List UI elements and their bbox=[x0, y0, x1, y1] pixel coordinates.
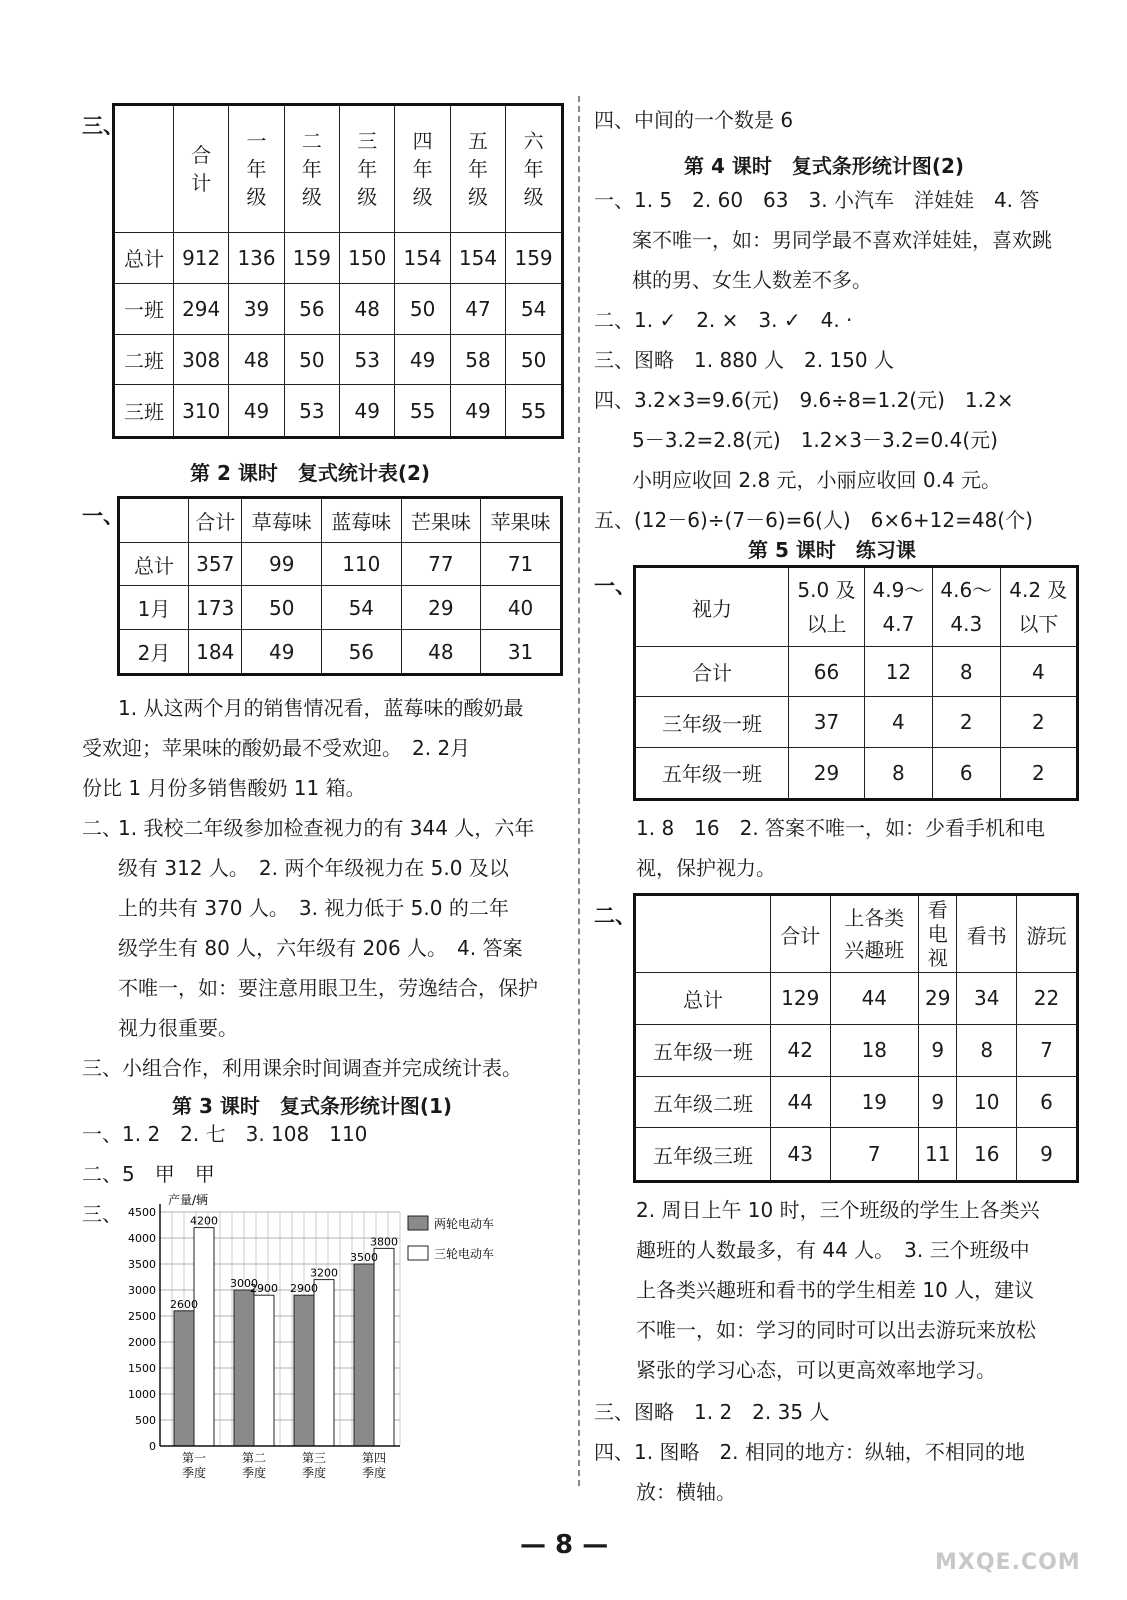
page-number: — 8 — bbox=[520, 1530, 609, 1560]
table-cell: 8 bbox=[932, 647, 1000, 697]
table-cell: 136 bbox=[229, 233, 284, 284]
table-cell: 29 bbox=[919, 973, 957, 1025]
table-cell: 912 bbox=[174, 233, 229, 284]
table-cell: 8 bbox=[957, 1024, 1017, 1076]
table-cell: 56 bbox=[284, 283, 339, 334]
table-cell: 4 bbox=[1000, 647, 1077, 697]
section-label: 一、 bbox=[594, 574, 636, 598]
watermark: MXQE.COM bbox=[935, 1550, 1081, 1575]
table-cell: 8 bbox=[865, 747, 933, 799]
answer-line: 五、(12－6)÷(7－6)=6(人) 6×6+12=48(个) bbox=[594, 508, 1033, 532]
answer-line: 份比 1 月份多销售酸奶 11 箱。 bbox=[82, 776, 366, 800]
table-cell: 29 bbox=[401, 586, 481, 630]
table-cell: 6 bbox=[932, 747, 1000, 799]
table-cell: 10 bbox=[957, 1076, 1017, 1128]
answer-line: 三、小组合作，利用课余时间调查并完成统计表。 bbox=[82, 1056, 522, 1080]
section-label: 一、 bbox=[82, 504, 124, 528]
row-header: 总计 bbox=[114, 233, 174, 284]
table-cell: 49 bbox=[242, 630, 322, 675]
y-tick-label: 4500 bbox=[128, 1206, 156, 1219]
bar-chart bbox=[110, 1190, 550, 1500]
header-cell: 合 计 bbox=[174, 105, 229, 233]
table-cell: 18 bbox=[830, 1024, 919, 1076]
table-row bbox=[114, 385, 563, 438]
table-cell: 22 bbox=[1016, 973, 1077, 1025]
answer-line: 紧张的学习心态，可以更高效率地学习。 bbox=[636, 1358, 996, 1382]
answer-line: 二、5 甲 甲 bbox=[82, 1162, 215, 1186]
table-cell: 7 bbox=[830, 1128, 919, 1182]
header-cell: 合计 bbox=[189, 498, 242, 543]
answer-line: 不唯一，如：要注意用眼卫生，劳逸结合，保护 bbox=[118, 976, 538, 1000]
answer-line: 一、1. 5 2. 60 63 3. 小汽车 洋娃娃 4. 答 bbox=[594, 188, 1040, 212]
table-cell: 173 bbox=[189, 586, 242, 630]
header-cell: 一 年 级 bbox=[229, 105, 284, 233]
table-cell: 42 bbox=[771, 1024, 831, 1076]
answer-line: 案不唯一，如：男同学最不喜欢洋娃娃，喜欢跳 bbox=[632, 228, 1052, 252]
bar bbox=[294, 1295, 314, 1446]
table-cell: 49 bbox=[450, 385, 505, 438]
bar-value-label: 4200 bbox=[190, 1214, 218, 1228]
table-cell: 50 bbox=[242, 586, 322, 630]
table-cell: 99 bbox=[242, 542, 322, 586]
row-header: 五年级二班 bbox=[635, 1076, 771, 1128]
y-tick-label: 3500 bbox=[128, 1258, 156, 1271]
answer-line: 二、1. ✓ 2. × 3. ✓ 4. · bbox=[594, 308, 853, 332]
table-row bbox=[119, 542, 562, 586]
header-cell: 4.9～ 4.7 bbox=[865, 567, 933, 647]
x-tick-label: 第一 bbox=[181, 1451, 207, 1465]
column-divider bbox=[578, 96, 580, 1486]
table-cell: 7 bbox=[1016, 1024, 1077, 1076]
weekend-activity-table bbox=[633, 893, 1079, 1183]
table-cell: 294 bbox=[174, 283, 229, 334]
table-cell: 50 bbox=[395, 283, 450, 334]
header-cell: 芒果味 bbox=[401, 498, 481, 543]
table-cell: 150 bbox=[340, 233, 395, 284]
table-row bbox=[635, 973, 1078, 1025]
answer-line: 上的共有 370 人。 3. 视力低于 5.0 的二年 bbox=[118, 896, 509, 920]
row-header: 五年级一班 bbox=[635, 747, 789, 799]
table-cell: 55 bbox=[395, 385, 450, 438]
table-row bbox=[119, 586, 562, 630]
lesson-heading: 第 3 课时 复式条形统计图(1) bbox=[172, 1094, 453, 1118]
table-row bbox=[635, 647, 1078, 697]
y-tick-label: 2000 bbox=[128, 1336, 156, 1349]
legend-swatch-1 bbox=[408, 1216, 428, 1230]
table-row bbox=[635, 747, 1078, 799]
y-tick-label: 3000 bbox=[128, 1284, 156, 1297]
table-cell: 129 bbox=[771, 973, 831, 1025]
vision-table bbox=[633, 565, 1079, 801]
legend-swatch-2 bbox=[408, 1246, 428, 1260]
table-cell: 154 bbox=[450, 233, 505, 284]
answer-line: 级学生有 80 人，六年级有 206 人。 4. 答案 bbox=[118, 936, 523, 960]
table-cell: 48 bbox=[229, 334, 284, 385]
bar-value-label: 2600 bbox=[170, 1297, 198, 1311]
table-cell: 310 bbox=[174, 385, 229, 438]
table-cell: 47 bbox=[450, 283, 505, 334]
answer-line: 2. 周日上午 10 时，三个班级的学生上各类兴 bbox=[636, 1198, 1040, 1222]
row-header: 2月 bbox=[119, 630, 189, 675]
header-cell: 二 年 级 bbox=[284, 105, 339, 233]
answer-line: 5－3.2=2.8(元) 1.2×3－3.2=0.4(元) bbox=[632, 428, 998, 452]
header-cell: 四 年 级 bbox=[395, 105, 450, 233]
table-cell: 308 bbox=[174, 334, 229, 385]
table-cell: 66 bbox=[789, 647, 865, 697]
table-cell: 56 bbox=[322, 630, 402, 675]
table-cell: 44 bbox=[771, 1076, 831, 1128]
y-tick-label: 500 bbox=[135, 1414, 156, 1427]
table-cell: 110 bbox=[322, 542, 402, 586]
y-tick-label: 1500 bbox=[128, 1362, 156, 1375]
row-header: 合计 bbox=[635, 647, 789, 697]
yogurt-sales-table bbox=[117, 496, 563, 676]
table-cell: 77 bbox=[401, 542, 481, 586]
table-cell: 50 bbox=[284, 334, 339, 385]
bar bbox=[314, 1280, 334, 1446]
table-cell: 12 bbox=[865, 647, 933, 697]
header-cell: 4.6～ 4.3 bbox=[932, 567, 1000, 647]
table-row bbox=[635, 1024, 1078, 1076]
answer-line: 上各类兴趣班和看书的学生相差 10 人，建议 bbox=[636, 1278, 1035, 1302]
answer-line: 趣班的人数最多，有 44 人。 3. 三个班级中 bbox=[636, 1238, 1030, 1262]
bar bbox=[374, 1248, 394, 1446]
y-tick-label: 2500 bbox=[128, 1310, 156, 1323]
x-tick-label: 季度 bbox=[361, 1466, 387, 1480]
bar-value-label: 2900 bbox=[250, 1282, 278, 1296]
bar-value-label: 3800 bbox=[370, 1235, 398, 1249]
table-cell: 6 bbox=[1016, 1076, 1077, 1128]
lesson-heading: 第 4 课时 复式条形统计图(2) bbox=[684, 154, 965, 178]
table-row bbox=[114, 334, 563, 385]
legend-label-1: 两轮电动车 bbox=[434, 1217, 495, 1231]
row-header: 二班 bbox=[114, 334, 174, 385]
x-tick-label: 季度 bbox=[181, 1466, 207, 1480]
table-row bbox=[114, 233, 563, 284]
bar bbox=[254, 1295, 274, 1446]
table-cell: 4 bbox=[865, 697, 933, 747]
table-cell: 11 bbox=[919, 1128, 957, 1182]
header-cell: 五 年 级 bbox=[450, 105, 505, 233]
table-cell: 53 bbox=[284, 385, 339, 438]
answer-line: 1. 8 16 2. 答案不唯一，如：少看手机和电 bbox=[636, 816, 1046, 840]
table-cell: 9 bbox=[919, 1076, 957, 1128]
x-tick-label: 第二 bbox=[241, 1451, 267, 1465]
header-cell: 看 电 视 bbox=[919, 895, 957, 973]
table-cell: 71 bbox=[481, 542, 562, 586]
grade-stats-table bbox=[112, 103, 564, 439]
table-cell: 9 bbox=[919, 1024, 957, 1076]
bar-value-label: 3200 bbox=[310, 1266, 338, 1280]
answer-line: 视，保护视力。 bbox=[636, 856, 776, 880]
row-header: 五年级三班 bbox=[635, 1128, 771, 1182]
x-tick-label: 第四 bbox=[361, 1451, 387, 1465]
table-cell: 49 bbox=[395, 334, 450, 385]
answer-line: 不唯一，如：学习的同时可以出去游玩来放松 bbox=[636, 1318, 1036, 1342]
table-cell: 50 bbox=[506, 334, 563, 385]
row-header: 总计 bbox=[119, 542, 189, 586]
lesson-heading: 第 5 课时 练习课 bbox=[748, 538, 916, 562]
answer-line: 四、中间的一个数是 6 bbox=[594, 108, 794, 132]
legend bbox=[408, 1216, 494, 1261]
section-label: 三、 bbox=[82, 114, 124, 138]
answer-line: 四、3.2×3=9.6(元) 9.6÷8=1.2(元) 1.2× bbox=[594, 388, 1014, 412]
table-row bbox=[119, 630, 562, 675]
bar bbox=[194, 1228, 214, 1446]
header-cell: 游玩 bbox=[1016, 895, 1077, 973]
table-cell: 54 bbox=[322, 586, 402, 630]
table-cell: 159 bbox=[506, 233, 563, 284]
table-cell: 2 bbox=[1000, 747, 1077, 799]
table-cell: 54 bbox=[506, 283, 563, 334]
answer-line: 1. 我校二年级参加检查视力的有 344 人，六年 bbox=[118, 816, 535, 840]
header-cell: 草莓味 bbox=[242, 498, 322, 543]
section-label: 二、 bbox=[82, 816, 122, 840]
answer-line: 三、 bbox=[82, 1202, 122, 1226]
answer-line: 三、图略 1. 880 人 2. 150 人 bbox=[594, 348, 894, 372]
row-header: 三班 bbox=[114, 385, 174, 438]
table-cell: 37 bbox=[789, 697, 865, 747]
table-cell: 31 bbox=[481, 630, 562, 675]
y-tick-label: 0 bbox=[149, 1440, 156, 1453]
y-tick-label: 4000 bbox=[128, 1232, 156, 1245]
bar-value-label: 3000 bbox=[230, 1277, 258, 1290]
y-tick-label: 1000 bbox=[128, 1388, 156, 1401]
table-cell: 49 bbox=[340, 385, 395, 438]
row-header: 五年级一班 bbox=[635, 1024, 771, 1076]
row-header: 三年级一班 bbox=[635, 697, 789, 747]
answer-line: 视力很重要。 bbox=[118, 1016, 238, 1040]
table-cell: 16 bbox=[957, 1128, 1017, 1182]
corner-cell bbox=[114, 105, 174, 233]
header-cell: 上各类 兴趣班 bbox=[830, 895, 919, 973]
table-row bbox=[635, 1076, 1078, 1128]
x-tick-label: 季度 bbox=[301, 1466, 327, 1480]
table-cell: 55 bbox=[506, 385, 563, 438]
bar bbox=[234, 1290, 254, 1446]
header-cell: 合计 bbox=[771, 895, 831, 973]
section-label: 二、 bbox=[594, 904, 636, 928]
header-cell: 苹果味 bbox=[481, 498, 562, 543]
table-cell: 40 bbox=[481, 586, 562, 630]
table-cell: 2 bbox=[932, 697, 1000, 747]
answer-line: 级有 312 人。 2. 两个年级视力在 5.0 及以 bbox=[118, 856, 509, 880]
header-cell: 蓝莓味 bbox=[322, 498, 402, 543]
bar bbox=[174, 1311, 194, 1446]
answer-line: 棋的男、女生人数差不多。 bbox=[632, 268, 872, 292]
table-cell: 357 bbox=[189, 542, 242, 586]
table-cell: 48 bbox=[401, 630, 481, 675]
table-cell: 159 bbox=[284, 233, 339, 284]
header-cell: 视力 bbox=[635, 567, 789, 647]
row-header: 1月 bbox=[119, 586, 189, 630]
table-cell: 44 bbox=[830, 973, 919, 1025]
row-header: 总计 bbox=[635, 973, 771, 1025]
bar bbox=[354, 1264, 374, 1446]
table-row bbox=[114, 283, 563, 334]
header-cell: 5.0 及 以上 bbox=[789, 567, 865, 647]
corner-cell bbox=[635, 895, 771, 973]
table-cell: 19 bbox=[830, 1076, 919, 1128]
header-cell: 看书 bbox=[957, 895, 1017, 973]
table-cell: 43 bbox=[771, 1128, 831, 1182]
table-cell: 2 bbox=[1000, 697, 1077, 747]
table-cell: 34 bbox=[957, 973, 1017, 1025]
table-cell: 48 bbox=[340, 283, 395, 334]
legend-label-2: 三轮电动车 bbox=[434, 1247, 495, 1261]
table-row bbox=[635, 1128, 1078, 1182]
x-tick-label: 季度 bbox=[241, 1466, 267, 1480]
answer-line: 放：横轴。 bbox=[636, 1480, 736, 1504]
table-cell: 58 bbox=[450, 334, 505, 385]
answer-line: 受欢迎；苹果味的酸奶最不受欢迎。 2. 2月 bbox=[82, 736, 471, 760]
table-cell: 9 bbox=[1016, 1128, 1077, 1182]
header-cell: 三 年 级 bbox=[340, 105, 395, 233]
table-cell: 29 bbox=[789, 747, 865, 799]
table-cell: 154 bbox=[395, 233, 450, 284]
bar-value-label: 3500 bbox=[350, 1251, 378, 1264]
y-axis-label: 产量/辆 bbox=[168, 1193, 209, 1207]
answer-line: 三、图略 1. 2 2. 35 人 bbox=[594, 1400, 830, 1424]
table-cell: 49 bbox=[229, 385, 284, 438]
answer-line: 小明应收回 2.8 元，小丽应收回 0.4 元。 bbox=[632, 468, 1002, 492]
corner-cell bbox=[119, 498, 189, 543]
answer-line: 四、1. 图略 2. 相同的地方：纵轴，不相同的地 bbox=[594, 1440, 1025, 1464]
table-cell: 39 bbox=[229, 283, 284, 334]
lesson-heading: 第 2 课时 复式统计表(2) bbox=[190, 461, 431, 485]
table-cell: 53 bbox=[340, 334, 395, 385]
header-cell: 4.2 及 以下 bbox=[1000, 567, 1077, 647]
answer-line: 1. 从这两个月的销售情况看，蓝莓味的酸奶最 bbox=[118, 696, 524, 720]
x-tick-label: 第三 bbox=[301, 1451, 327, 1465]
header-cell: 六 年 级 bbox=[506, 105, 563, 233]
table-row bbox=[635, 697, 1078, 747]
table-cell: 184 bbox=[189, 630, 242, 675]
row-header: 一班 bbox=[114, 283, 174, 334]
bar-value-label: 2900 bbox=[290, 1282, 318, 1296]
answer-line: 一、1. 2 2. 七 3. 108 110 bbox=[82, 1122, 368, 1146]
